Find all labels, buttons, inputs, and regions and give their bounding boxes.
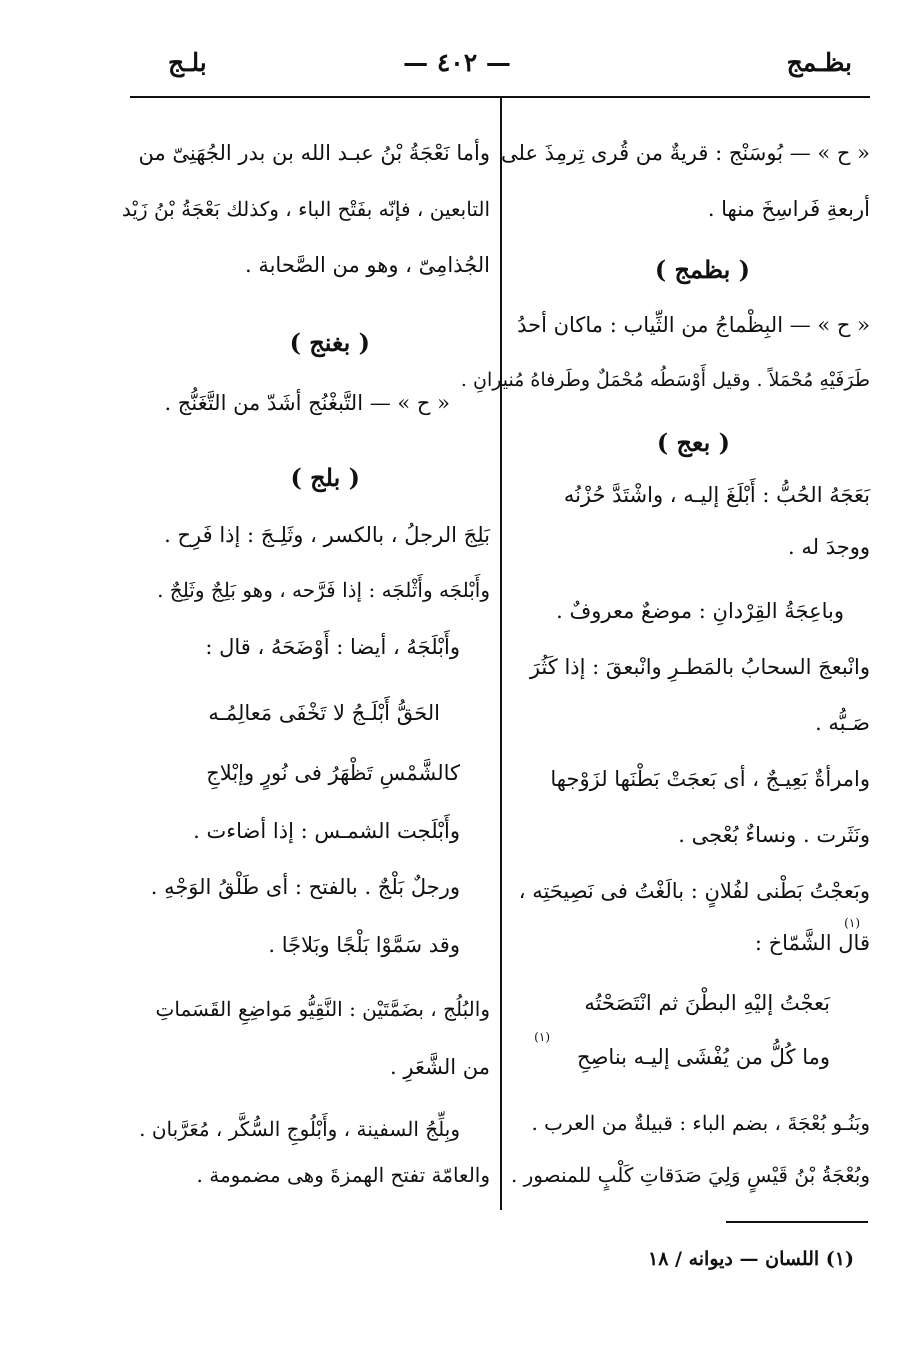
entry-line: التابعين ، فإنّه بفَتْح الباء ، وكذلك بَعْجَةُ بْنُ زَيْد xyxy=(121,197,490,221)
poem-verse: الحَقُّ أَبْلَـجُ لا تَخْفَى مَعالِمُـه xyxy=(208,701,440,725)
entry-line: أربعةِ فَراسِخَ منها . xyxy=(707,197,870,221)
poem-verse: وما كُلُّ من يُفْشَى إليـه بناصِحِ xyxy=(577,1045,830,1069)
entry-heading: ( بلج ) xyxy=(290,463,360,492)
entry-line: قال الشَّمّاخ : xyxy=(754,931,870,955)
entry-line: وبُعْجَةُ بْنُ قَيْسٍ وَلِيَ صَدَقاتِ كَلْبٍ للمنصور . xyxy=(510,1163,870,1187)
entry-line: « ح » — بُوسَنْج : قريةٌ من قُرى تِرمِذَ على xyxy=(501,141,870,165)
entry-heading: ( بغنج ) xyxy=(289,328,370,357)
entry-line: طَرَفَيْهِ مُحْمَلاً . وقيل أَوْسَطُه مُحْمَلٌ وطَرفاهُ مُنيرانِ . xyxy=(460,369,870,391)
entry-line: « ح » — التَّبغْنُج أشَدّ من التَّغَنُّج . xyxy=(164,391,450,415)
entry-line: وامرأةٌ بَعِيـجٌ ، أى بَعجَتْ بَطْنَها لزَوْجها xyxy=(550,767,870,791)
entry-line: وبَنُـو بُعْجَةَ ، بضم الباء : قبيلةٌ من العرب . xyxy=(531,1111,870,1135)
poem-verse: كالشَّمْسِ تَظْهَرُ فى نُورٍ وإبْلاجِ xyxy=(206,761,460,785)
page-number: — ٤٠٢ — xyxy=(403,48,511,77)
entry-line: ونَثَرت . ونساءٌ بُعْجى . xyxy=(678,823,870,847)
entry-line: ووجدَ له . xyxy=(788,535,870,559)
footnote-marker: (١) xyxy=(534,1030,550,1044)
entry-line: وقد سَمَّوْا بَلْجًا وبَلاجًا . xyxy=(268,933,460,957)
entry-heading: ( بعج ) xyxy=(656,428,730,457)
entry-line: وبَعجْتُ بَطْنى لفُلانٍ : بالَغْتُ فى نَصِيحَتِه ، xyxy=(518,879,870,903)
footnote: (١) اللسان — ديوانه / ١٨ xyxy=(647,1248,854,1270)
header-right-word: بظـمج xyxy=(786,48,852,77)
footnote-rule xyxy=(726,1221,868,1223)
entry-line: وباعِجَةُ القِرْدانِ : موضعٌ معروفٌ . xyxy=(556,599,844,623)
entry-line: وانْبعجَ السحابُ بالمَطـرِ وانْبعقَ : إذا كَثُرَ xyxy=(529,655,870,679)
entry-heading: ( بظمج ) xyxy=(654,255,750,284)
column-divider xyxy=(500,98,502,1210)
entry-line: بَلِجَ الرجلُ ، بالكسر ، وثَلِـجَ : إذا فَرِح . xyxy=(164,523,490,547)
entry-line: وأَبْلجَه وأَثْلجَه : إذا فَرَّحه ، وهو بَلِجٌ وثَلِجٌ . xyxy=(157,578,490,602)
entry-line: وأَبْلَجَهُ ، أيضا : أَوْضَحَهُ ، قال : xyxy=(205,635,460,659)
entry-line: والعامّة تفتح الهمزةَ وهى مضمومة . xyxy=(196,1163,490,1187)
entry-line: ورجلٌ بَلْجٌ . بالفتح : أى طَلْقُ الوَجْهِ . xyxy=(150,875,460,899)
entry-line: « ح » — البِظْماجُ من الثِّياب : ماكان أحدُ xyxy=(517,313,870,337)
entry-line: بَعَجَهُ الحُبُّ : أَبْلَغَ إليـه ، واشْتَدَّ حُزْنُه xyxy=(563,483,870,507)
entry-line: وبِلِّجُ السفينة ، وأَبْلُوجِ السُّكَّر ، مُعَرَّبان . xyxy=(139,1117,460,1141)
entry-line: صَـبُّه . xyxy=(815,711,870,735)
entry-line: وأما نَعْجَةُ بْنُ عبـد الله بن بدر الجُهَنِىّ من xyxy=(138,141,490,165)
entry-line: الجُذامِىّ ، وهو من الصَّحابة . xyxy=(244,253,490,277)
header-left-word: بلـج xyxy=(168,48,207,77)
poem-verse: بَعجْتُ إليْهِ البطْنَ ثم انْتَصَحْتُه xyxy=(584,991,830,1015)
entry-line: من الشَّعَرِ . xyxy=(390,1055,490,1079)
footnote-marker: (١) xyxy=(844,916,860,930)
entry-line: والبُلُج ، بضَمَّتَيْن : النَّقِيُّو مَواضِعِ القَسَماتِ xyxy=(155,997,490,1021)
entry-line: وأَبْلَجت الشمـس : إذا أضاءت . xyxy=(193,819,460,843)
